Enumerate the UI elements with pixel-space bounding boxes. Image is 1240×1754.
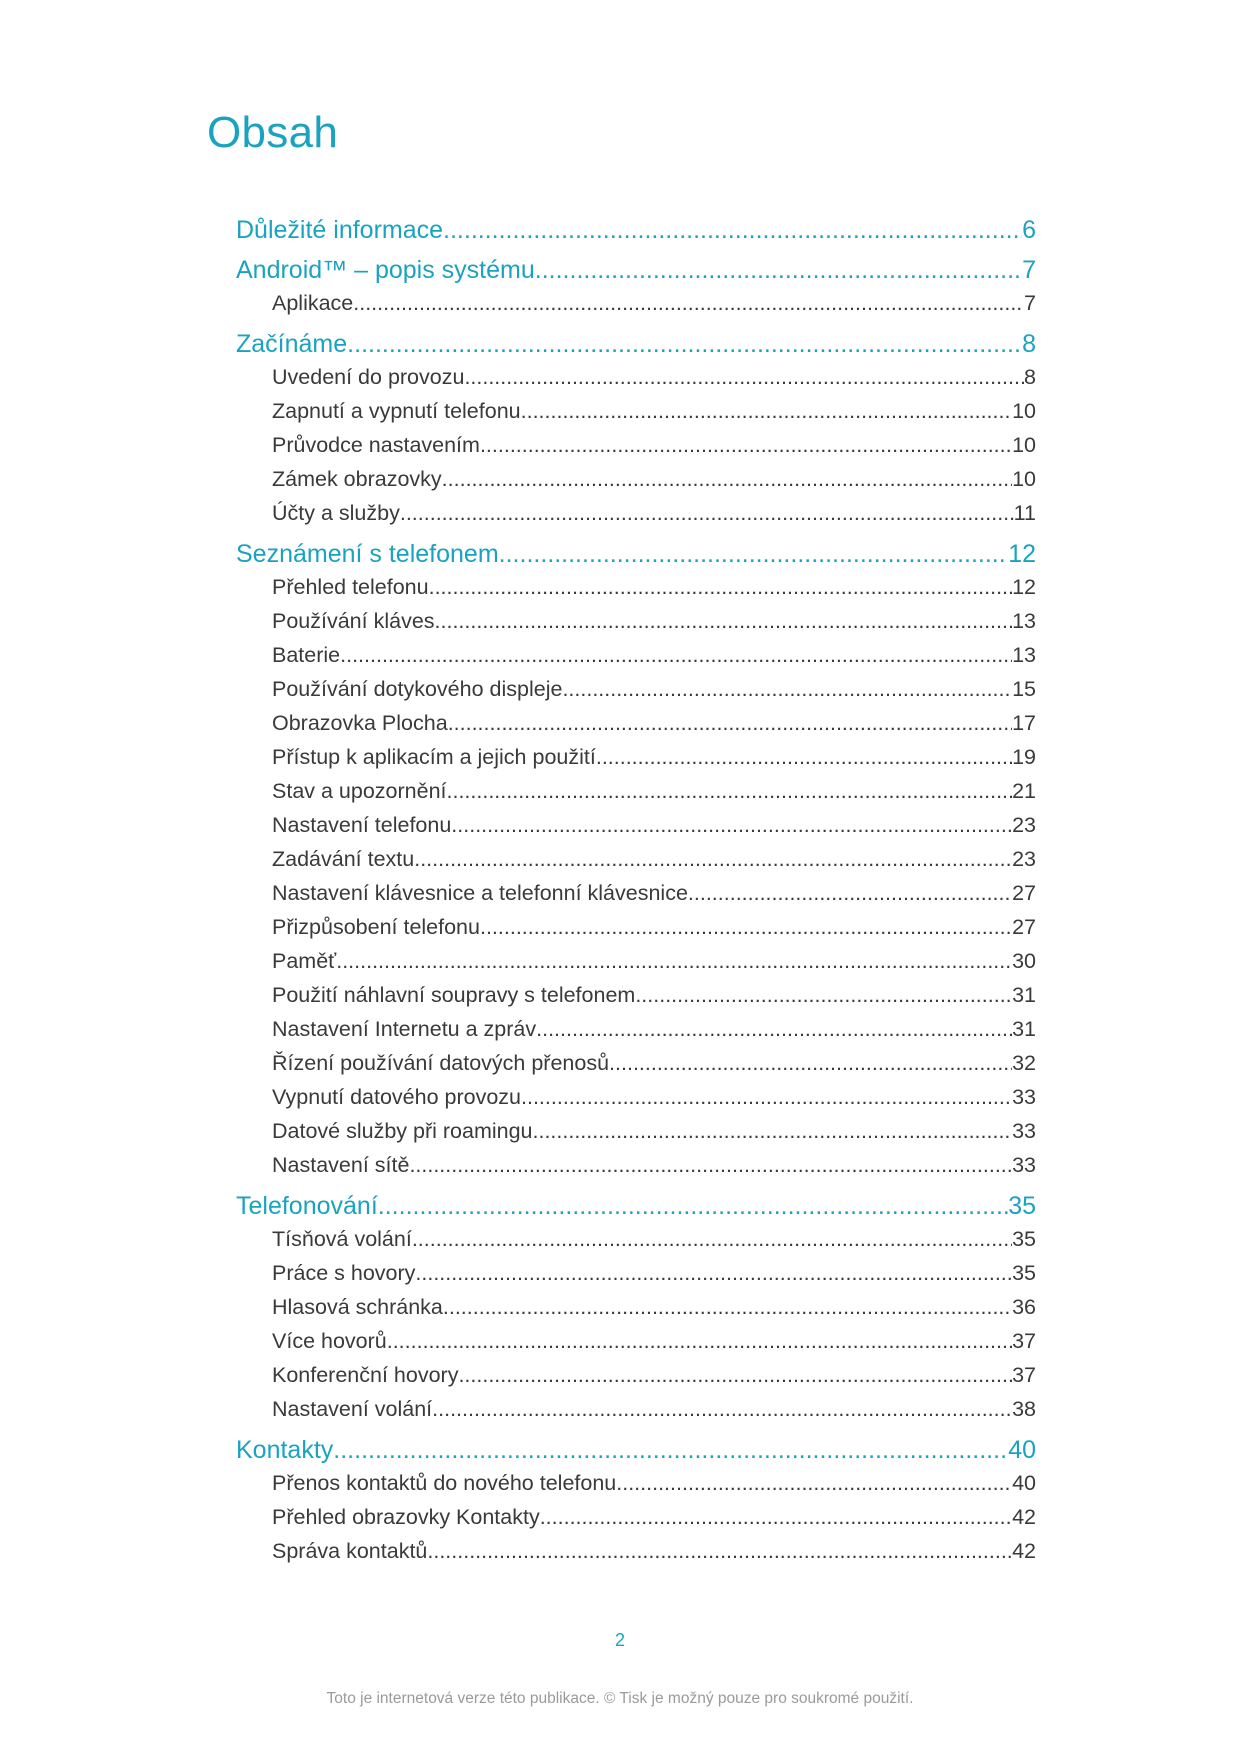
toc-entry-page: 6 — [1022, 216, 1036, 244]
toc-entry-title: Vypnutí datového provozu — [272, 1085, 522, 1109]
toc-entry-page: 12 — [1012, 575, 1036, 599]
toc-entry-title: Přístup k aplikacím a jejich použití — [272, 745, 596, 769]
toc-section-vypnuti-datoveho-provozu[interactable] — [236, 1080, 1036, 1114]
toc-entry-title: Více hovorů — [272, 1329, 387, 1353]
toc-section-prehled-telefonu[interactable] — [236, 570, 1036, 604]
toc-entry-title: Práce s hovory — [272, 1261, 416, 1285]
page-number: 2 — [614, 1630, 625, 1650]
toc-entry-title: Přenos kontaktů do nového telefonu — [272, 1471, 617, 1495]
toc-entry-title: Nastavení klávesnice a telefonní klávesnice — [272, 881, 688, 905]
toc-entry-title: Baterie — [272, 643, 341, 667]
dot-leader — [387, 1324, 1012, 1358]
dot-leader — [499, 538, 1009, 570]
dot-leader — [451, 808, 1012, 842]
toc-entry-page: 7 — [1024, 291, 1036, 315]
toc-entry-page: 30 — [1012, 949, 1036, 973]
dot-leader — [521, 394, 1012, 428]
dot-leader — [427, 1534, 1012, 1568]
toc-entry-page: 35 — [1008, 1192, 1036, 1220]
toc-section-sprava-kontaktu[interactable] — [236, 1534, 1036, 1568]
toc-entry-title: Seznámení s telefonem — [236, 540, 499, 568]
dot-leader — [442, 462, 1012, 496]
toc-section-zapnuti-vypnuti[interactable] — [236, 394, 1036, 428]
toc-entry-title: Telefonování — [236, 1192, 378, 1220]
toc-entry-title: Přehled obrazovky Kontakty — [272, 1505, 540, 1529]
dot-leader — [415, 1256, 1012, 1290]
toc-section-datove-sluzby-roaming[interactable] — [236, 1114, 1036, 1148]
dot-leader — [378, 1190, 1008, 1222]
toc-entry-title: Nastavení sítě — [272, 1153, 410, 1177]
toc-section-prace-s-hovory[interactable] — [236, 1256, 1036, 1290]
toc-section-rizeni-datovych-prenosu[interactable] — [236, 1046, 1036, 1080]
toc-section-stav-a-upozorneni[interactable] — [236, 774, 1036, 808]
toc-section-vice-hovoru[interactable] — [236, 1324, 1036, 1358]
dot-leader — [533, 1114, 1013, 1148]
dot-leader — [688, 876, 1012, 910]
toc-entry-page: 35 — [1012, 1261, 1036, 1285]
dot-leader — [443, 1290, 1012, 1324]
toc-section-uvedeni-do-provozu[interactable] — [236, 360, 1036, 394]
dot-leader — [635, 978, 1012, 1012]
dot-leader — [409, 1148, 1012, 1182]
toc-entry-title: Hlasová schránka — [272, 1295, 443, 1319]
toc-entry-title: Datové služby při roamingu — [272, 1119, 533, 1143]
toc-entry-page: 40 — [1012, 1471, 1036, 1495]
toc-entry-page: 37 — [1012, 1329, 1036, 1353]
toc-entry-title: Používání dotykového displeje — [272, 677, 563, 701]
toc-entry-page: 27 — [1012, 881, 1036, 905]
toc-section-nastaveni-klavesnice[interactable] — [236, 876, 1036, 910]
dot-leader — [458, 1358, 1012, 1392]
dot-leader — [414, 842, 1012, 876]
toc-entry-page: 40 — [1008, 1436, 1036, 1464]
toc-section-baterie[interactable] — [236, 638, 1036, 672]
toc-entry-title: Kontakty — [236, 1436, 334, 1464]
toc-entry-page: 37 — [1012, 1363, 1036, 1387]
toc-section-prizpusobeni-telefonu[interactable] — [236, 910, 1036, 944]
table-of-contents — [236, 214, 1036, 1568]
toc-entry-page: 12 — [1008, 540, 1036, 568]
toc-entry-title: Přehled telefonu — [272, 575, 429, 599]
dot-leader — [353, 286, 1024, 320]
toc-entry-title: Začínáme — [236, 330, 348, 358]
toc-section-prenos-kontaktu[interactable] — [236, 1466, 1036, 1500]
toc-section-nastaveni-site[interactable] — [236, 1148, 1036, 1182]
toc-section-nastaveni-telefonu[interactable] — [236, 808, 1036, 842]
toc-entry-title: Zapnutí a vypnutí telefonu — [272, 399, 521, 423]
toc-entry-page: 23 — [1012, 847, 1036, 871]
dot-leader — [336, 944, 1012, 978]
toc-section-pouzivani-klaves[interactable] — [236, 604, 1036, 638]
toc-entry-title: Android™ – popis systému — [236, 256, 535, 284]
dot-leader — [447, 774, 1013, 808]
toc-entry-page: 33 — [1012, 1119, 1036, 1143]
dot-leader — [432, 1392, 1012, 1426]
toc-entry-page: 8 — [1022, 330, 1036, 358]
toc-entry-title: Zámek obrazovky — [272, 467, 442, 491]
toc-entry-title: Účty a služby — [272, 501, 400, 525]
toc-entry-page: 7 — [1022, 256, 1036, 284]
toc-section-prehled-obrazovky-kontakty[interactable] — [236, 1500, 1036, 1534]
toc-section-pruvodce-nastavenim[interactable] — [236, 428, 1036, 462]
toc-entry-page: 38 — [1012, 1397, 1036, 1421]
toc-entry-title: Tísňová volání — [272, 1227, 412, 1251]
toc-entry-title: Obrazovka Plocha — [272, 711, 448, 735]
toc-entry-page: 31 — [1012, 1017, 1036, 1041]
toc-entry-page: 31 — [1012, 983, 1036, 1007]
dot-leader — [340, 638, 1012, 672]
toc-entry-page: 10 — [1012, 433, 1036, 457]
dot-leader — [412, 1222, 1012, 1256]
toc-section-zadavani-textu[interactable] — [236, 842, 1036, 876]
toc-entry-title: Nastavení volání — [272, 1397, 433, 1421]
dot-leader — [435, 604, 1013, 638]
toc-chapter-android[interactable] — [236, 254, 1036, 286]
dot-leader — [540, 1500, 1012, 1534]
dot-leader — [616, 1466, 1012, 1500]
toc-entry-title: Nastavení telefonu — [272, 813, 452, 837]
toc-entry-title: Průvodce nastavením — [272, 433, 480, 457]
toc-entry-page: 33 — [1012, 1085, 1036, 1109]
page-title: Obsah — [207, 108, 339, 157]
toc-entry-title: Aplikace — [272, 291, 354, 315]
dot-leader — [480, 910, 1012, 944]
toc-entry-page: 42 — [1012, 1505, 1036, 1529]
toc-section-tisnova-volani[interactable] — [236, 1222, 1036, 1256]
toc-entry-title: Stav a upozornění — [272, 779, 447, 803]
toc-entry-page: 11 — [1013, 501, 1036, 525]
toc-section-nastaveni-volani[interactable] — [236, 1392, 1036, 1426]
toc-chapter-kontakty[interactable] — [236, 1434, 1036, 1466]
toc-entry-page: 35 — [1012, 1227, 1036, 1251]
dot-leader — [562, 672, 1012, 706]
toc-entry-title: Přizpůsobení telefonu — [272, 915, 480, 939]
toc-entry-page: 10 — [1012, 467, 1036, 491]
dot-leader — [464, 360, 1024, 394]
toc-entry-title: Nastavení Internetu a zpráv — [272, 1017, 537, 1041]
toc-chapter-zaciname[interactable] — [236, 328, 1036, 360]
toc-entry-title: Používání kláves — [272, 609, 435, 633]
dot-leader — [536, 1012, 1012, 1046]
toc-entry-page: 23 — [1012, 813, 1036, 837]
toc-section-pamet[interactable] — [236, 944, 1036, 978]
toc-entry-page: 27 — [1012, 915, 1036, 939]
toc-entry-page: 42 — [1012, 1539, 1036, 1563]
toc-entry-page: 13 — [1012, 609, 1036, 633]
toc-chapter-seznameni[interactable] — [236, 538, 1036, 570]
toc-entry-page: 15 — [1012, 677, 1036, 701]
toc-entry-title: Použití náhlavní soupravy s telefonem — [272, 983, 636, 1007]
dot-leader — [429, 570, 1012, 604]
toc-entry-page: 10 — [1012, 399, 1036, 423]
toc-entry-page: 33 — [1012, 1153, 1036, 1177]
toc-section-nastaveni-internetu[interactable] — [236, 1012, 1036, 1046]
dot-leader — [535, 254, 1022, 286]
toc-entry-page: 17 — [1012, 711, 1036, 735]
toc-entry-title: Uvedení do provozu — [272, 365, 465, 389]
toc-chapter-dulezite-informace[interactable] — [236, 214, 1036, 246]
toc-section-ucty-a-sluzby[interactable] — [236, 496, 1036, 530]
toc-section-obrazovka-plocha[interactable] — [236, 706, 1036, 740]
toc-section-konferencni-hovory[interactable] — [236, 1358, 1036, 1392]
dot-leader — [448, 706, 1012, 740]
dot-leader — [347, 328, 1022, 360]
toc-entry-title: Řízení používání datových přenosů — [272, 1051, 610, 1075]
toc-entry-title: Paměť — [272, 949, 337, 973]
toc-entry-title: Důležité informace — [236, 216, 444, 244]
toc-entry-page: 19 — [1012, 745, 1036, 769]
toc-chapter-telefonovani[interactable] — [236, 1190, 1036, 1222]
dot-leader — [480, 428, 1012, 462]
toc-entry-title: Konferenční hovory — [272, 1363, 459, 1387]
toc-entry-page: 8 — [1024, 365, 1036, 389]
toc-section-pristup-k-aplikacim[interactable] — [236, 740, 1036, 774]
toc-entry-page: 21 — [1012, 779, 1036, 803]
toc-section-aplikace[interactable] — [236, 286, 1036, 320]
dot-leader — [596, 740, 1012, 774]
dot-leader — [400, 496, 1014, 530]
toc-entry-title: Zadávání textu — [272, 847, 415, 871]
dot-leader — [333, 1434, 1008, 1466]
toc-entry-title: Správa kontaktů — [272, 1539, 428, 1563]
footer-note: Toto je internetová verze této publikace. © Tisk je možný pouze pro soukromé použití. — [326, 1690, 914, 1707]
toc-entry-page: 32 — [1012, 1051, 1036, 1075]
toc-entry-page: 36 — [1012, 1295, 1036, 1319]
dot-leader — [443, 214, 1022, 246]
toc-section-dotykovy-displej[interactable] — [236, 672, 1036, 706]
dot-leader — [609, 1046, 1012, 1080]
toc-section-zamek-obrazovky[interactable] — [236, 462, 1036, 496]
toc-section-nahlavni-souprava[interactable] — [236, 978, 1036, 1012]
dot-leader — [521, 1080, 1012, 1114]
toc-section-hlasova-schranka[interactable] — [236, 1290, 1036, 1324]
toc-entry-page: 13 — [1012, 643, 1036, 667]
